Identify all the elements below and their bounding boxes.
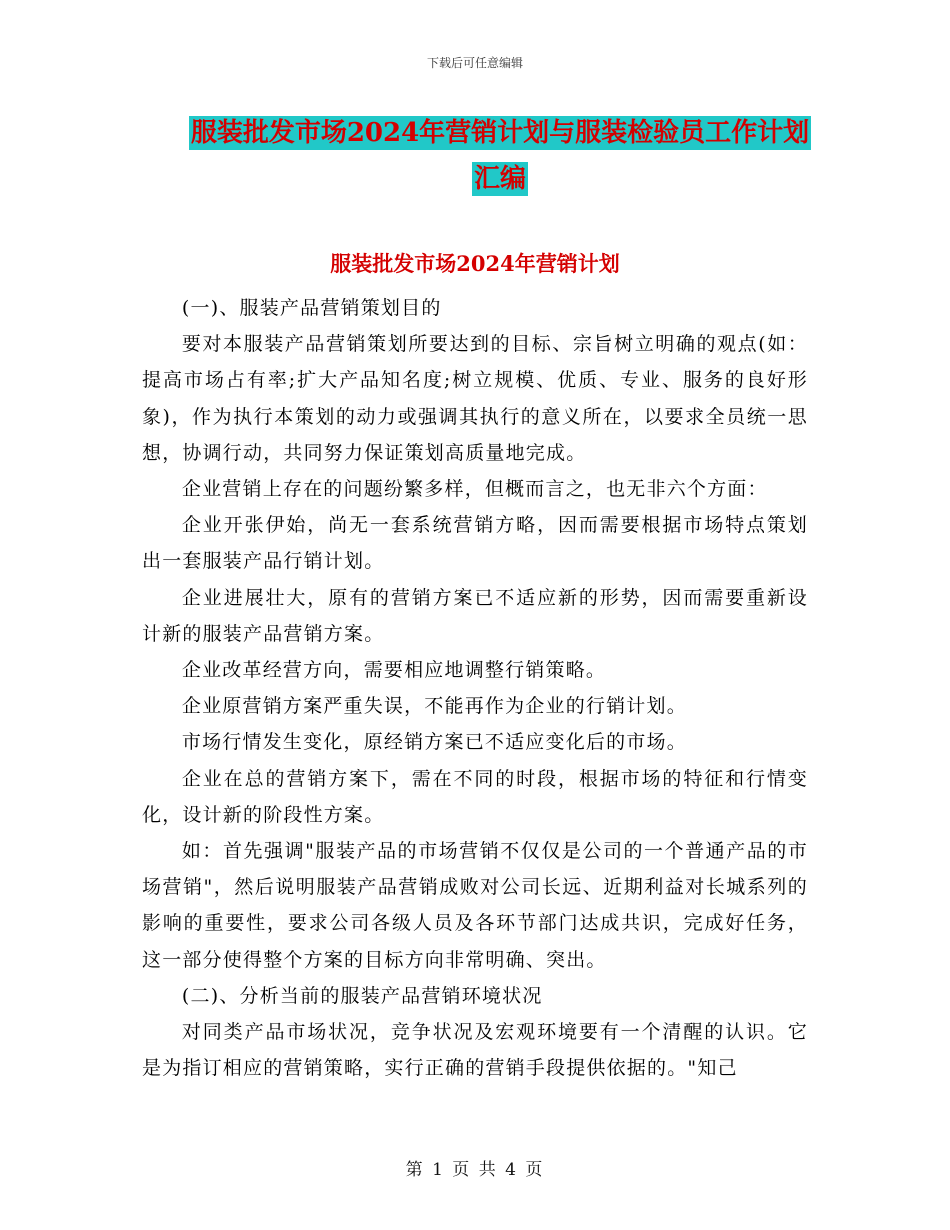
section-title: 服装批发市场2024年营销计划 [330,251,620,276]
page-number-footer: 第 1 页 共 4 页 [405,1160,545,1180]
paragraph: 对同类产品市场状况，竞争状况及宏观环境要有一个清醒的认识。它是为指订相应的营销策略，实行正确的营销手段提供依据的。"知己 [142,1021,808,1080]
paragraph: 市场行情发生变化，原经销方案已不适应变化后的市场。 [181,731,687,754]
paragraph: 如：首先强调"服装产品的市场营销不仅仅是公司的一个普通产品的市场营销"，然后说明服装产品营销成败对公司长远、近期利益对长城系列的影响的重要性，要求公司各级人员及各环节部门达成共识，完成好任务，这一部分使得整个方案的目标方向非常明确、突出。 [142,840,808,971]
paragraph: (一)、服装产品营销策划目的 [181,297,442,319]
paragraph: 企业营销上存在的问题纷繁多样，但概而言之，也无非六个方面： [181,478,768,501]
paragraph: (二)、分析当前的服装产品营销环境状况 [181,984,543,1007]
paragraph: 企业在总的营销方案下，需在不同的时段，根据市场的特征和行情变化，设计新的阶段性方案。 [142,767,808,826]
title-line-2: 汇编 [473,164,526,194]
document-title [140,110,860,202]
title-line-1: 服装批发市场2024年营销计划与服装检验员工作计划 [190,118,810,148]
paragraph: 要对本服装产品营销策划所要达到的目标、宗旨树立明确的观点(如：提高市场占有率;扩大产品知名度;树立规模、优质、专业、服务的良好形象)，作为执行本策划的动力或强调其执行的意义所在，以要求全员统一思想，协调行动，共同努力保证策划高质量地完成。 [142,333,808,464]
paragraph: 企业改革经营方向，需要相应地调整行销策略。 [181,659,607,682]
paragraph: 企业进展壮大，原有的营销方案已不适应新的形势，因而需要重新设计新的服装产品营销方案。 [142,586,808,645]
header-note: 下载后可任意编辑 [426,56,523,70]
paragraph: 企业原营销方案严重失误，不能再作为企业的行销计划。 [181,695,687,718]
document-body [142,290,808,1086]
paragraph: 企业开张伊始，尚无一套系统营销方略，因而需要根据市场特点策划出一套服装产品行销计划。 [142,514,808,573]
